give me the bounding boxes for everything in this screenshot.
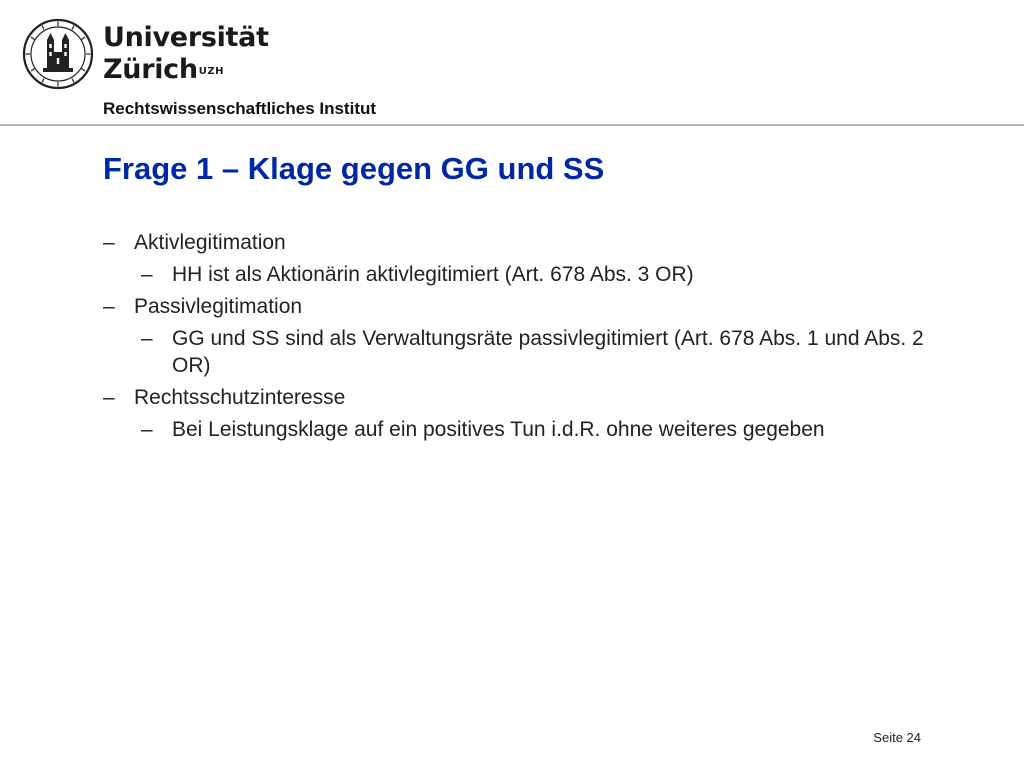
bullet-dash: – — [103, 386, 115, 409]
slide-body — [103, 224, 943, 443]
bullet-text: Aktivlegitimation — [134, 231, 286, 254]
sub-bullet-item — [103, 416, 943, 443]
bullet-text: Passivlegitimation — [134, 295, 303, 318]
sub-bullet-item — [103, 261, 943, 288]
university-name-line1: Universität — [103, 22, 269, 53]
bullet-text: Rechtsschutzinteresse — [134, 386, 346, 409]
bullet-dash: – — [141, 263, 153, 286]
institute-name: Rechtswissenschaftliches Institut — [103, 99, 377, 118]
university-seal-icon — [22, 18, 94, 90]
bullet-item — [103, 384, 943, 411]
bullet-text: GG und SS sind als Verwaltungsräte passivlegitimiert (Art. 678 Abs. 1 und Abs. 2 OR) — [172, 327, 924, 377]
page-number: Seite 24 — [873, 730, 921, 745]
header-divider — [0, 124, 1024, 126]
university-suffix: UZH — [198, 66, 225, 77]
sub-bullet-item — [103, 325, 943, 379]
bullet-text: HH ist als Aktionärin aktivlegitimiert (Art. 678 Abs. 3 OR) — [172, 263, 694, 286]
university-name-city: Zürich — [103, 54, 198, 85]
bullet-dash: – — [103, 231, 115, 254]
university-name-line2 — [103, 54, 269, 86]
slide-title: Frage 1 – Klage gegen GG und SS — [103, 151, 605, 186]
bullet-item — [103, 229, 943, 256]
bullet-text: Bei Leistungsklage auf ein positives Tun i.d.R. ohne weiteres gegeben — [172, 418, 825, 441]
university-name — [103, 22, 269, 86]
bullet-dash: – — [141, 418, 153, 441]
bullet-item — [103, 293, 943, 320]
bullet-dash: – — [103, 295, 115, 318]
bullet-dash: – — [141, 327, 153, 350]
